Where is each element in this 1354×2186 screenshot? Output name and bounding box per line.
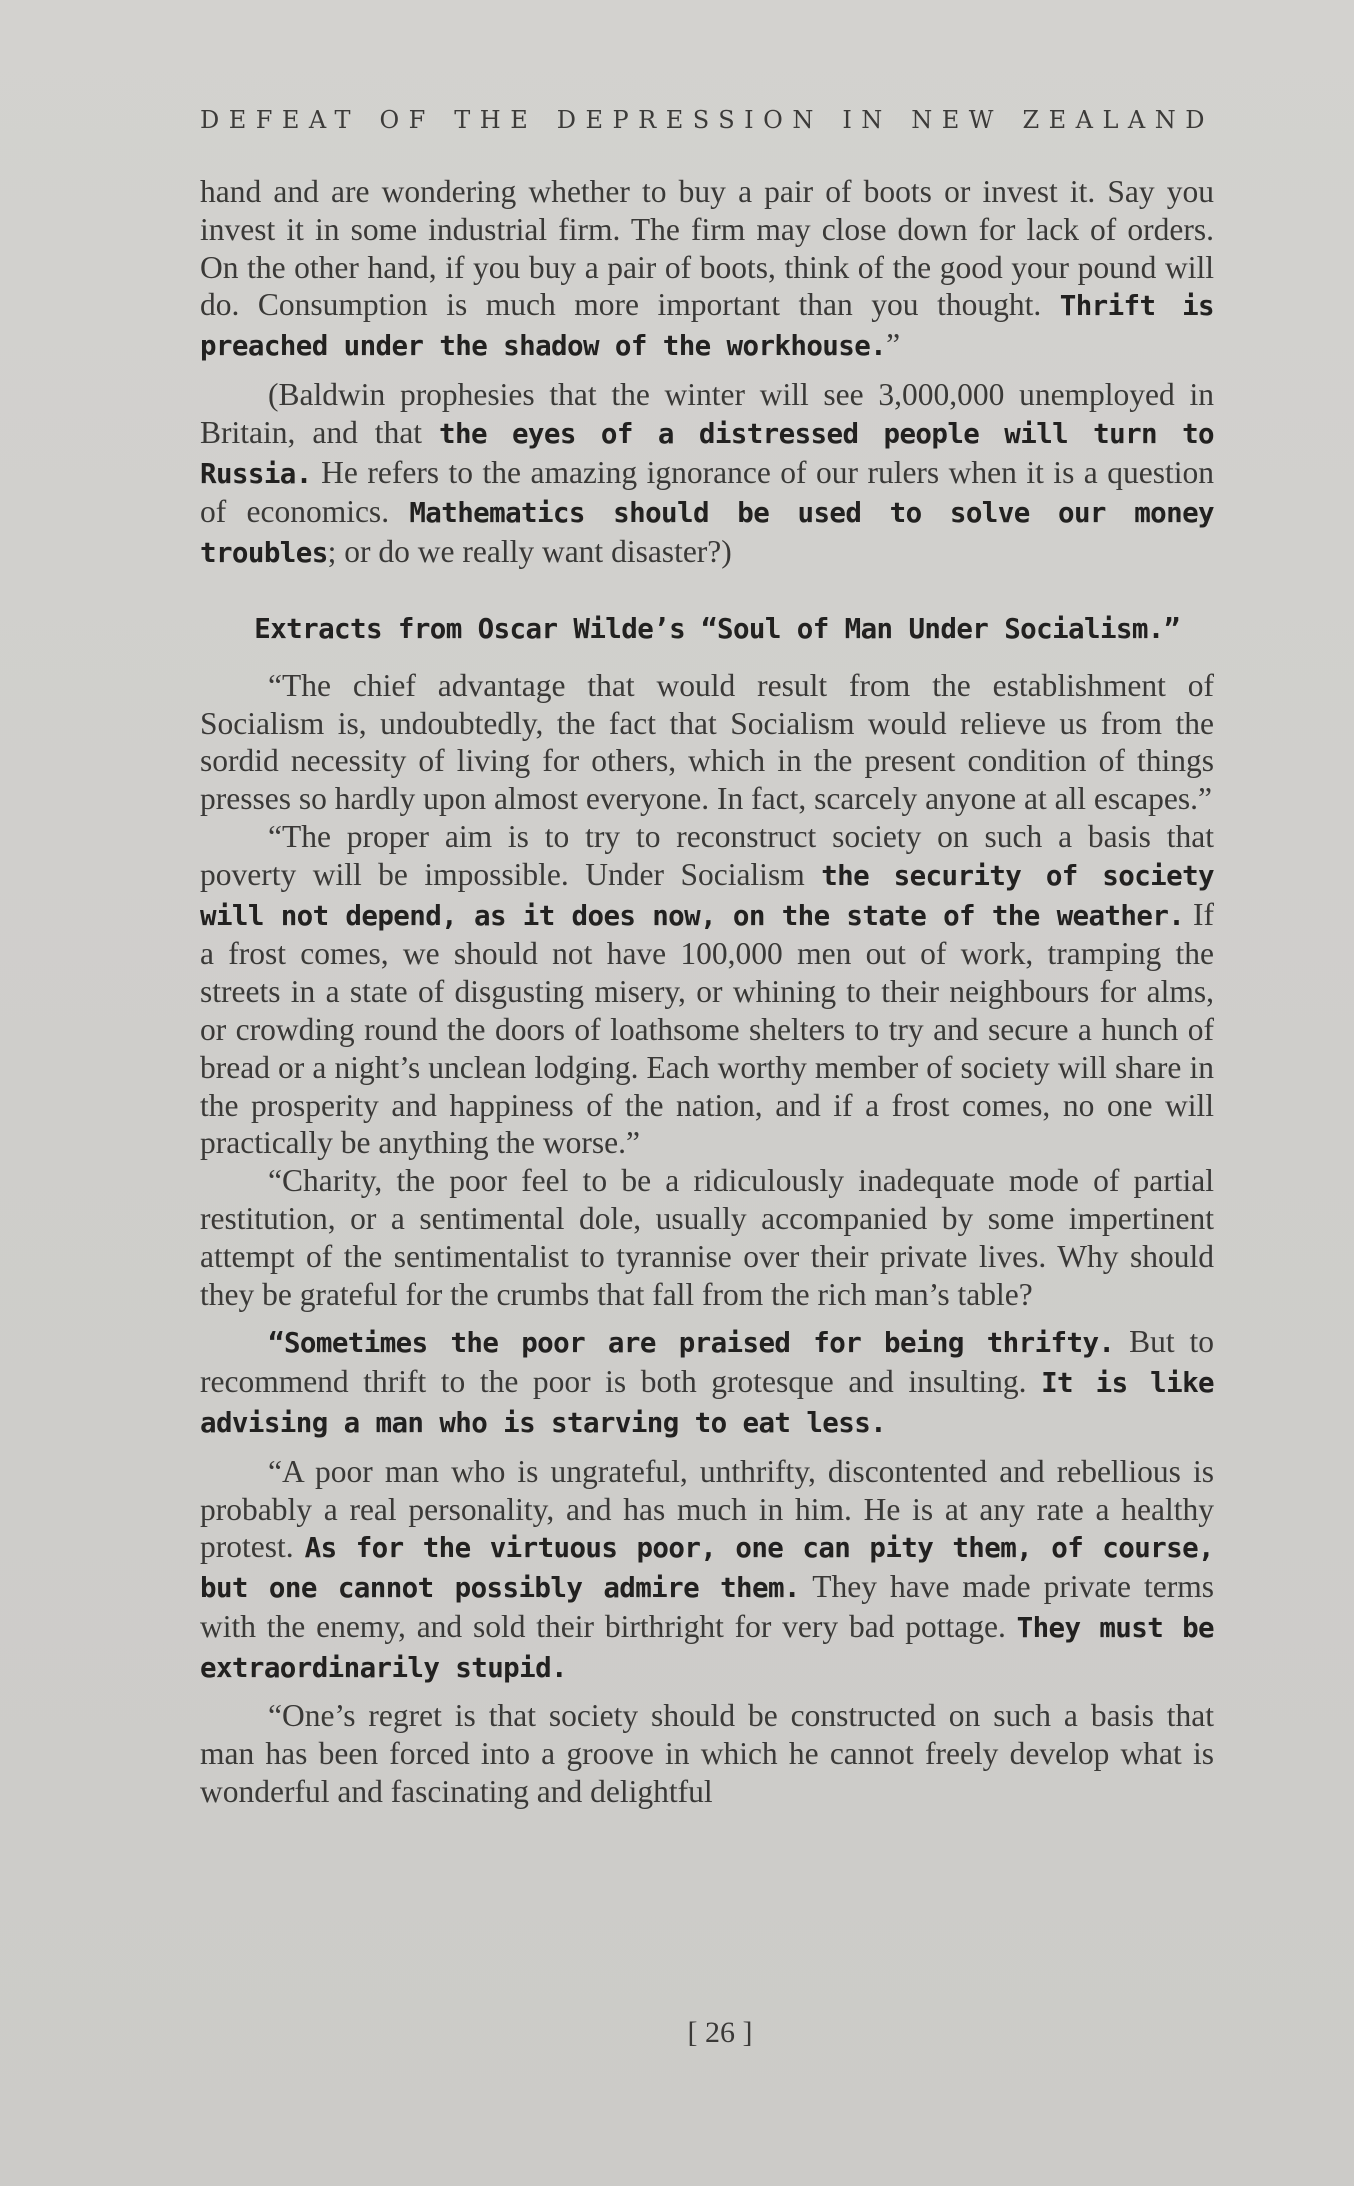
paragraph-6 — [200, 1323, 1214, 1442]
bold-phrase-thrift: Thrift is preached under the shadow of the workhouse. — [200, 290, 1214, 363]
bold-phrase-mathematics: Mathematics should be used to solve our money troubles — [200, 497, 1214, 570]
bold-phrase-russia: the eyes of a distressed people will turn to Russia. — [200, 417, 1214, 490]
paragraph-4-text-a: “The proper aim is to try to reconstruct society on such a basis that poverty will be impossible. Under Socialism — [200, 818, 1214, 892]
paragraph-2-text-c: He refers to the amazing ignorance of our rulers when it is a question of economics. — [200, 454, 1214, 530]
paragraph-7-text-c: They have made private terms with the enemy, and sold their birthright for very bad pottage. — [200, 1569, 1214, 1644]
bold-phrase-stupid: They must be extraordinarily stupid. — [200, 1611, 1214, 1684]
paragraph-5: “Charity, the poor feel to be a ridiculously inadequate mode of partial restitution, or a sentimental dole, usually accompanied by some impertinent attempt of the sentimentalist to tyrannise over their private lives. Why should they be grateful for the crumbs that fall from the rich man’s table? — [200, 1163, 1214, 1312]
paragraph-3: “The chief advantage that would result from the establishment of Socialism is, undoubtedly, the fact that Socialism would relieve us from the sordid necessity of living for others, which in the present condition of things presses so hardly upon almost everyone. In fact, scarcely anyone at all escapes.” — [200, 667, 1214, 817]
bold-phrase-security: the security of society will not depend, as it does now, on the state of the weather. — [200, 859, 1214, 932]
body-text — [200, 173, 1214, 1811]
paragraph-4 — [200, 818, 1214, 1162]
paragraph-1-text: hand and are wondering whether to buy a pair of boots or invest it. Say you invest it in some industrial firm. The firm may close down for lack of orders. On the other hand, if you buy a pair of boots, think of the good your pound will do. Consumption is much more important than you thought. — [200, 174, 1214, 323]
paragraph-7 — [200, 1453, 1214, 1688]
paragraph-4-text-c: If a frost comes, we should not have 100,000 men out of work, tramping the streets in a state of disgusting misery, or whining to their neighbours for alms, or crowding round the doors of loathsome shelters to try and secure a hunch of bread or a night’s unclean lodging. Each worthy member of society will share in the prosperity and happiness of the nation, and if a frost comes, no one will practically be anything the worse.” — [200, 896, 1214, 1161]
section-heading: Extracts from Oscar Wilde’s “Soul of Man Under Socialism.” — [254, 612, 1180, 645]
bold-phrase-praised: “Sometimes the poor are praised for being thrifty. — [268, 1327, 1115, 1360]
paragraph-1 — [200, 173, 1214, 366]
paragraph-8: “One’s regret is that society should be constructed on such a basis that man has been forced into a groove in which he cannot freely develop what is wonderful and fascinating and delightful — [200, 1698, 1214, 1810]
paragraph-6-text-b: But to recommend thrift to the poor is both grotesque and insulting. — [200, 1324, 1214, 1400]
closing-quote: ” — [886, 327, 901, 363]
paragraph-2-text-a: (Baldwin prophesies that the winter will see 3,000,000 unemployed in Britain, and that — [200, 376, 1214, 450]
bold-phrase-virtuous: As for the virtuous poor, one can pity them, of course, but one cannot possibly admire them. — [200, 1532, 1214, 1605]
paragraph-2 — [200, 376, 1214, 573]
paragraph-7-text-a: “A poor man who is ungrateful, unthrifty, discontented and rebellious is probably a real personality, and has much in him. He is at any rate a healthy protest. — [200, 1453, 1214, 1565]
running-head: DEFEAT OF THE DEPRESSION IN NEW ZEALAND — [200, 106, 1214, 134]
bold-phrase-starving: It is like advising a man who is starving to eat less. — [200, 1367, 1214, 1439]
page-number: [ 26 ] — [687, 2016, 753, 2049]
paragraph-2-text-e: ; or do we really want disaster?) — [327, 534, 732, 570]
